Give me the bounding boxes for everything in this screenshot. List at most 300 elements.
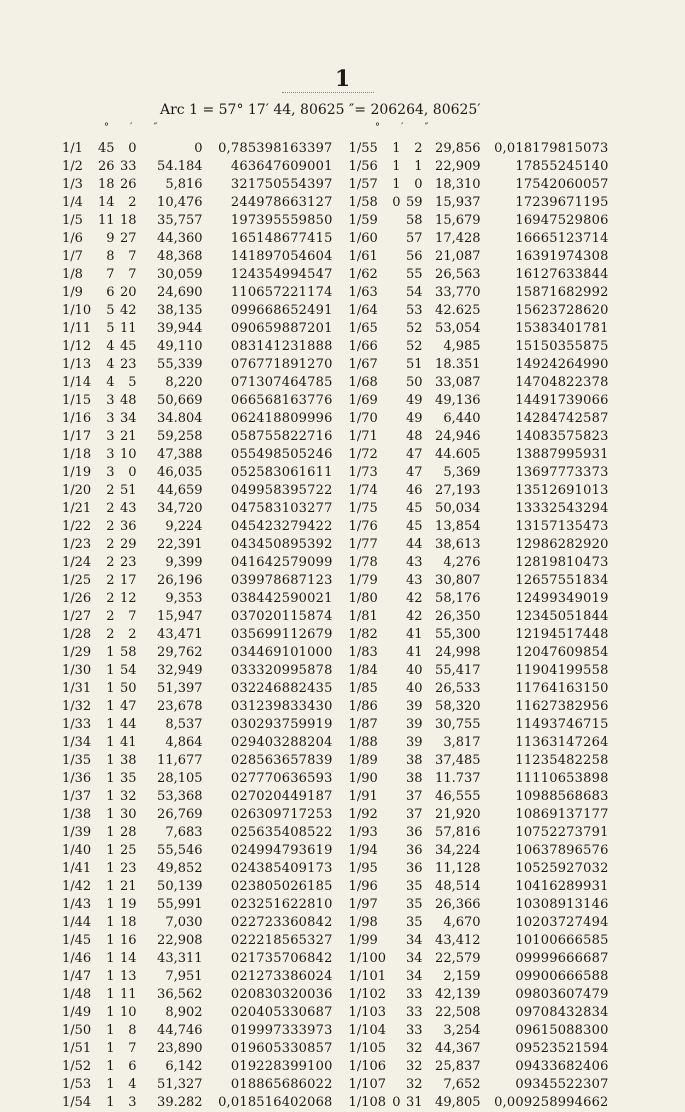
degrees-right-cell	[387, 806, 401, 824]
seconds-right-cell: 34,224	[435, 843, 481, 858]
units-header-right: ° ′ ″	[375, 122, 438, 133]
fraction-left-cell: 1/47	[62, 969, 92, 984]
seconds-right-cell: 33,770	[435, 285, 481, 300]
minutes-right-cell: 47	[406, 465, 423, 480]
radians-left-cell: 038442590021	[230, 591, 333, 606]
minutes-left-cell: 7	[128, 1041, 137, 1056]
fraction-left-cell: 1/11	[62, 321, 92, 336]
radians-left-cell: 019228399100	[230, 1059, 333, 1074]
radians-left-cell: 031239833430	[230, 699, 333, 714]
minutes-right-cell: 49	[406, 411, 423, 426]
seconds-left-cell: 8,220	[165, 375, 203, 390]
degrees-right-cell	[387, 428, 401, 446]
radians-left-cell: 076771891270	[230, 357, 333, 372]
seconds-right-cell: 37,485	[435, 753, 481, 768]
degrees-left-cell: 2	[106, 573, 115, 588]
table-row	[62, 896, 609, 914]
degrees-left-cell: 2	[106, 483, 115, 498]
fraction-right-cell: 1/81	[348, 609, 378, 624]
minutes-left-cell: 4	[128, 1077, 137, 1092]
fraction-right-cell: 1/85	[348, 681, 378, 696]
minutes-left-cell: 16	[120, 933, 137, 948]
table-row	[62, 734, 609, 752]
minutes-left-cell: 21	[120, 429, 137, 444]
seconds-right-cell: 27,193	[435, 483, 481, 498]
fraction-right-cell: 1/92	[348, 807, 378, 822]
minutes-left-cell: 17	[120, 573, 137, 588]
fraction-left-cell: 1/34	[62, 735, 92, 750]
radians-left-cell: 099668652491	[230, 303, 333, 318]
degrees-left-cell: 1	[106, 789, 115, 804]
radians-right-cell: 09523521594	[515, 1041, 609, 1056]
minutes-right-cell: 43	[406, 573, 423, 588]
fraction-right-cell: 1/79	[348, 573, 378, 588]
radians-right-cell: 10203727494	[515, 915, 609, 930]
seconds-right-cell: 18,310	[435, 177, 481, 192]
minutes-right-cell: 34	[406, 969, 423, 984]
table-row	[62, 860, 609, 878]
minutes-right-cell: 0	[414, 177, 423, 192]
table-row	[62, 680, 609, 698]
degrees-right-cell	[387, 1058, 401, 1076]
minutes-left-cell: 7	[128, 609, 137, 624]
degrees-left-cell: 1	[106, 1059, 115, 1074]
minutes-left-cell: 47	[120, 699, 137, 714]
seconds-left-cell: 46,035	[157, 465, 203, 480]
radians-left-cell: 047583103277	[230, 501, 333, 516]
minutes-left-cell: 41	[120, 735, 137, 750]
seconds-left-cell: 34,720	[157, 501, 203, 516]
degrees-left-cell: 1	[106, 951, 115, 966]
fraction-left-cell: 1/4	[62, 195, 83, 210]
degrees-left-cell: 4	[106, 339, 115, 354]
radians-right-cell: 09900666588	[515, 969, 609, 984]
degrees-left-cell: 3	[106, 447, 115, 462]
radians-right-cell: 11363147264	[515, 735, 609, 750]
minutes-left-cell: 36	[120, 519, 137, 534]
fraction-right-cell: 1/70	[348, 411, 378, 426]
radians-left-cell: 025635408522	[230, 825, 333, 840]
fraction-right-cell: 1/57	[348, 177, 378, 192]
fraction-right-cell: 1/87	[348, 717, 378, 732]
minutes-right-cell: 49	[406, 393, 423, 408]
radians-left-cell: 055498505246	[230, 447, 333, 462]
fraction-right-cell: 1/58	[348, 195, 378, 210]
seconds-left-cell: 50,669	[157, 393, 203, 408]
radians-right-cell: 12986282920	[515, 537, 609, 552]
fraction-right-cell: 1/88	[348, 735, 378, 750]
fraction-right-cell: 1/75	[348, 501, 378, 516]
seconds-left-cell: 49,852	[157, 861, 203, 876]
radians-right-cell: 09345522307	[515, 1077, 609, 1092]
radians-right-cell: 13157135473	[515, 519, 609, 534]
fraction-left-cell: 1/37	[62, 789, 92, 804]
seconds-left-cell: 55,991	[157, 897, 203, 912]
seconds-right-cell: 38,613	[435, 537, 481, 552]
minutes-right-cell: 41	[406, 627, 423, 642]
fraction-left-cell: 1/22	[62, 519, 92, 534]
degrees-left-cell: 5	[106, 303, 115, 318]
fraction-right-cell: 1/71	[348, 429, 378, 444]
radians-left-cell: 124354994547	[230, 267, 333, 282]
fraction-right-cell: 1/64	[348, 303, 378, 318]
degrees-left-cell: 1	[106, 933, 115, 948]
degrees-right-cell	[387, 482, 401, 500]
degrees-right-cell	[387, 608, 401, 626]
minutes-right-cell: 58	[406, 213, 423, 228]
degrees-left-cell: 11	[98, 213, 115, 228]
fraction-left-cell: 1/9	[62, 285, 83, 300]
degrees-left-cell: 1	[106, 861, 115, 876]
minutes-right-cell: 1	[414, 159, 423, 174]
minutes-left-cell: 44	[120, 717, 137, 732]
degrees-right-cell	[387, 680, 401, 698]
minutes-left-cell: 18	[120, 213, 137, 228]
radians-left-cell: 029403288204	[230, 735, 333, 750]
table-row	[62, 266, 609, 284]
seconds-left-cell: 49,110	[157, 339, 203, 354]
table-row	[62, 428, 609, 446]
minutes-right-cell: 54	[406, 285, 423, 300]
radians-left-cell: 023251622810	[230, 897, 333, 912]
table-row	[62, 230, 609, 248]
minutes-left-cell: 27	[120, 231, 137, 246]
radians-left-cell: 039978687123	[230, 573, 333, 588]
radians-right-cell: 09803607479	[515, 987, 609, 1002]
seconds-right-cell: 3,817	[443, 735, 481, 750]
minutes-right-cell: 50	[406, 375, 423, 390]
fraction-left-cell: 1/19	[62, 465, 92, 480]
table-row	[62, 914, 609, 932]
fraction-right-cell: 1/83	[348, 645, 378, 660]
minutes-right-cell: 36	[406, 861, 423, 876]
radians-left-cell: 022218565327	[230, 933, 333, 948]
degrees-right-cell	[387, 932, 401, 950]
table-row	[62, 194, 609, 212]
seconds-left-cell: 29,762	[157, 645, 203, 660]
radians-left-cell: 021735706842	[230, 951, 333, 966]
minutes-right-cell: 59	[406, 195, 423, 210]
radians-left-cell: 037020115874	[230, 609, 333, 624]
radians-left-cell: 043450895392	[230, 537, 333, 552]
degrees-left-cell: 1	[106, 987, 115, 1002]
seconds-left-cell: 0	[194, 141, 203, 156]
radians-left-cell: 027020449187	[230, 789, 333, 804]
radians-left-cell: 022723360842	[230, 915, 333, 930]
minutes-right-cell: 37	[406, 807, 423, 822]
minutes-left-cell: 11	[120, 987, 137, 1002]
radians-right-cell: 09433682406	[515, 1059, 609, 1074]
degrees-right-cell	[387, 950, 401, 968]
fraction-left-cell: 1/52	[62, 1059, 92, 1074]
degrees-right-cell	[387, 284, 401, 302]
table-row	[62, 1076, 609, 1094]
fraction-right-cell: 1/72	[348, 447, 378, 462]
minutes-right-cell: 31	[406, 1095, 423, 1110]
radians-right-cell: 11627382956	[515, 699, 609, 714]
fraction-left-cell: 1/36	[62, 771, 92, 786]
seconds-left-cell: 44,360	[157, 231, 203, 246]
degrees-right-cell	[387, 1040, 401, 1058]
minutes-right-cell: 38	[406, 753, 423, 768]
degrees-right-cell	[387, 896, 401, 914]
fraction-right-cell: 1/94	[348, 843, 378, 858]
fraction-right-cell: 1/100	[348, 951, 387, 966]
fraction-right-cell: 1/69	[348, 393, 378, 408]
degrees-left-cell: 7	[106, 267, 115, 282]
seconds-left-cell: 39,944	[157, 321, 203, 336]
fraction-left-cell: 1/43	[62, 897, 92, 912]
seconds-left-cell: 22,908	[157, 933, 203, 948]
table-row	[62, 716, 609, 734]
degrees-right-cell	[387, 644, 401, 662]
degrees-left-cell: 2	[106, 627, 115, 642]
radians-right-cell: 12657551834	[515, 573, 609, 588]
degrees-right-cell: 0	[392, 195, 401, 210]
minutes-left-cell: 32	[120, 789, 137, 804]
degrees-left-cell: 1	[106, 969, 115, 984]
table-row	[62, 662, 609, 680]
radians-right-cell: 14491739066	[515, 393, 609, 408]
fraction-left-cell: 1/29	[62, 645, 92, 660]
degrees-left-cell: 6	[106, 285, 115, 300]
degrees-right-cell: 1	[392, 159, 401, 174]
degrees-left-cell: 3	[106, 411, 115, 426]
radians-right-cell: 14924264990	[515, 357, 609, 372]
radians-left-cell: 028563657839	[230, 753, 333, 768]
fraction-right-cell: 1/102	[348, 987, 387, 1002]
radians-right-cell: 0,009258994662	[494, 1095, 609, 1110]
minutes-right-cell: 40	[406, 663, 423, 678]
seconds-left-cell: 23,678	[157, 699, 203, 714]
fraction-left-cell: 1/23	[62, 537, 92, 552]
degrees-right-cell	[387, 878, 401, 896]
degrees-left-cell: 26	[98, 159, 115, 174]
degrees-left-cell: 1	[106, 1077, 115, 1092]
seconds-right-cell: 57,816	[435, 825, 481, 840]
radians-left-cell: 110657221174	[230, 285, 333, 300]
degrees-left-cell: 1	[106, 1023, 115, 1038]
fraction-left-cell: 1/30	[62, 663, 92, 678]
seconds-left-cell: 6,142	[165, 1059, 203, 1074]
seconds-left-cell: 11,677	[157, 753, 203, 768]
seconds-right-cell: 42,139	[435, 987, 481, 1002]
arc-table	[62, 140, 609, 1112]
radians-left-cell: 0,018516402068	[218, 1095, 333, 1110]
fraction-left-cell: 1/31	[62, 681, 92, 696]
seconds-left-cell: 8,537	[165, 717, 203, 732]
seconds-left-cell: 28,105	[157, 771, 203, 786]
minutes-left-cell: 29	[120, 537, 137, 552]
degrees-left-cell: 3	[106, 429, 115, 444]
seconds-left-cell: 34.804	[157, 411, 203, 426]
dotted-rule	[282, 92, 374, 93]
radians-right-cell: 16127633844	[515, 267, 609, 282]
radians-right-cell: 10752273791	[515, 825, 609, 840]
degrees-left-cell: 1	[106, 735, 115, 750]
minutes-right-cell: 33	[406, 1005, 423, 1020]
fraction-left-cell: 1/13	[62, 357, 92, 372]
fraction-left-cell: 1/35	[62, 753, 92, 768]
radians-right-cell: 09708432834	[515, 1005, 609, 1020]
seconds-left-cell: 51,327	[157, 1077, 203, 1092]
radians-right-cell: 13887995931	[515, 447, 609, 462]
arc-values-table	[62, 140, 609, 1112]
seconds-left-cell: 43,311	[157, 951, 203, 966]
minutes-right-cell: 34	[406, 951, 423, 966]
fraction-left-cell: 1/50	[62, 1023, 92, 1038]
degrees-left-cell: 1	[106, 717, 115, 732]
degrees-left-cell: 3	[106, 465, 115, 480]
table-row	[62, 482, 609, 500]
degrees-right-cell	[387, 698, 401, 716]
minutes-left-cell: 25	[120, 843, 137, 858]
minutes-left-cell: 13	[120, 969, 137, 984]
degrees-right-cell	[387, 356, 401, 374]
fraction-left-cell: 1/40	[62, 843, 92, 858]
radians-left-cell: 032246882435	[230, 681, 333, 696]
table-row	[62, 518, 609, 536]
radians-right-cell: 16947529806	[515, 213, 609, 228]
fraction-left-cell: 1/25	[62, 573, 92, 588]
radians-right-cell: 10869137177	[515, 807, 609, 822]
radians-right-cell: 15150355875	[515, 339, 609, 354]
fraction-right-cell: 1/66	[348, 339, 378, 354]
minutes-right-cell: 35	[406, 897, 423, 912]
seconds-right-cell: 21,087	[435, 249, 481, 264]
table-row	[62, 536, 609, 554]
fraction-left-cell: 1/26	[62, 591, 92, 606]
fraction-right-cell: 1/80	[348, 591, 378, 606]
degrees-right-cell	[387, 1022, 401, 1040]
seconds-right-cell: 55,417	[435, 663, 481, 678]
seconds-left-cell: 51,397	[157, 681, 203, 696]
seconds-right-cell: 17,428	[435, 231, 481, 246]
minutes-left-cell: 58	[120, 645, 137, 660]
fraction-left-cell: 1/14	[62, 375, 92, 390]
seconds-right-cell: 26,366	[435, 897, 481, 912]
radians-left-cell: 033320995878	[230, 663, 333, 678]
radians-right-cell: 12194517448	[515, 627, 609, 642]
radians-right-cell: 11764163150	[515, 681, 609, 696]
degrees-left-cell: 1	[106, 699, 115, 714]
minutes-left-cell: 23	[120, 555, 137, 570]
fraction-left-cell: 1/45	[62, 933, 92, 948]
table-row	[62, 770, 609, 788]
degrees-right-cell	[387, 590, 401, 608]
seconds-right-cell: 22,508	[435, 1005, 481, 1020]
radians-left-cell: 071307464785	[230, 375, 333, 390]
seconds-right-cell: 22,579	[435, 951, 481, 966]
minutes-right-cell: 34	[406, 933, 423, 948]
seconds-left-cell: 24,690	[157, 285, 203, 300]
seconds-right-cell: 53,054	[435, 321, 481, 336]
table-row	[62, 374, 609, 392]
page-number: 1	[334, 66, 351, 92]
table-row	[62, 842, 609, 860]
degrees-left-cell: 1	[106, 807, 115, 822]
radians-right-cell: 13332543294	[515, 501, 609, 516]
radians-left-cell: 197395559850	[230, 213, 333, 228]
radians-left-cell: 049958395722	[230, 483, 333, 498]
seconds-left-cell: 55,339	[157, 357, 203, 372]
minutes-left-cell: 6	[128, 1059, 137, 1074]
table-row	[62, 176, 609, 194]
degrees-right-cell	[387, 212, 401, 230]
minutes-left-cell: 20	[120, 285, 137, 300]
degrees-right-cell	[387, 716, 401, 734]
table-heading: Arc 1 = 57° 17′ 44, 80625 ″= 206264, 80625′	[160, 102, 481, 118]
minutes-right-cell: 42	[406, 609, 423, 624]
minutes-left-cell: 12	[120, 591, 137, 606]
minutes-left-cell: 42	[120, 303, 137, 318]
radians-right-cell: 10988568683	[515, 789, 609, 804]
radians-left-cell: 035699112679	[230, 627, 333, 642]
table-row	[62, 788, 609, 806]
seconds-right-cell: 26,563	[435, 267, 481, 282]
degrees-right-cell	[387, 788, 401, 806]
seconds-left-cell: 38,135	[157, 303, 203, 318]
table-row	[62, 698, 609, 716]
radians-left-cell: 026309717253	[230, 807, 333, 822]
fraction-right-cell: 1/90	[348, 771, 378, 786]
seconds-left-cell: 32,949	[157, 663, 203, 678]
table-row	[62, 446, 609, 464]
fraction-right-cell: 1/98	[348, 915, 378, 930]
minutes-right-cell: 45	[406, 519, 423, 534]
radians-right-cell: 11235482258	[515, 753, 609, 768]
minutes-right-cell: 36	[406, 825, 423, 840]
table-row	[62, 410, 609, 428]
minutes-right-cell: 33	[406, 1023, 423, 1038]
minutes-left-cell: 2	[128, 627, 137, 642]
minutes-left-cell: 7	[128, 249, 137, 264]
minutes-left-cell: 10	[120, 447, 137, 462]
fraction-left-cell: 1/54	[62, 1095, 92, 1110]
fraction-right-cell: 1/65	[348, 321, 378, 336]
fraction-left-cell: 1/51	[62, 1041, 92, 1056]
seconds-right-cell: 4,276	[443, 555, 481, 570]
radians-right-cell: 09999666687	[515, 951, 609, 966]
seconds-left-cell: 44,659	[157, 483, 203, 498]
minutes-right-cell: 52	[406, 339, 423, 354]
degrees-right-cell	[387, 842, 401, 860]
minutes-left-cell: 43	[120, 501, 137, 516]
fraction-left-cell: 1/18	[62, 447, 92, 462]
seconds-right-cell: 33,087	[435, 375, 481, 390]
table-row	[62, 824, 609, 842]
degrees-left-cell: 2	[106, 609, 115, 624]
fraction-right-cell: 1/63	[348, 285, 378, 300]
radians-left-cell: 066568163776	[230, 393, 333, 408]
minutes-left-cell: 34	[120, 411, 137, 426]
minutes-left-cell: 48	[120, 393, 137, 408]
minutes-right-cell: 2	[414, 141, 423, 156]
minutes-right-cell: 38	[406, 771, 423, 786]
seconds-right-cell: 26,533	[435, 681, 481, 696]
radians-left-cell: 019997333973	[230, 1023, 333, 1038]
fraction-right-cell: 1/97	[348, 897, 378, 912]
fraction-left-cell: 1/42	[62, 879, 92, 894]
minutes-right-cell: 35	[406, 915, 423, 930]
minutes-left-cell: 50	[120, 681, 137, 696]
fraction-right-cell: 1/76	[348, 519, 378, 534]
degrees-right-cell	[387, 248, 401, 266]
fraction-left-cell: 1/7	[62, 249, 83, 264]
minutes-left-cell: 14	[120, 951, 137, 966]
fraction-left-cell: 1/12	[62, 339, 92, 354]
minutes-left-cell: 23	[120, 357, 137, 372]
